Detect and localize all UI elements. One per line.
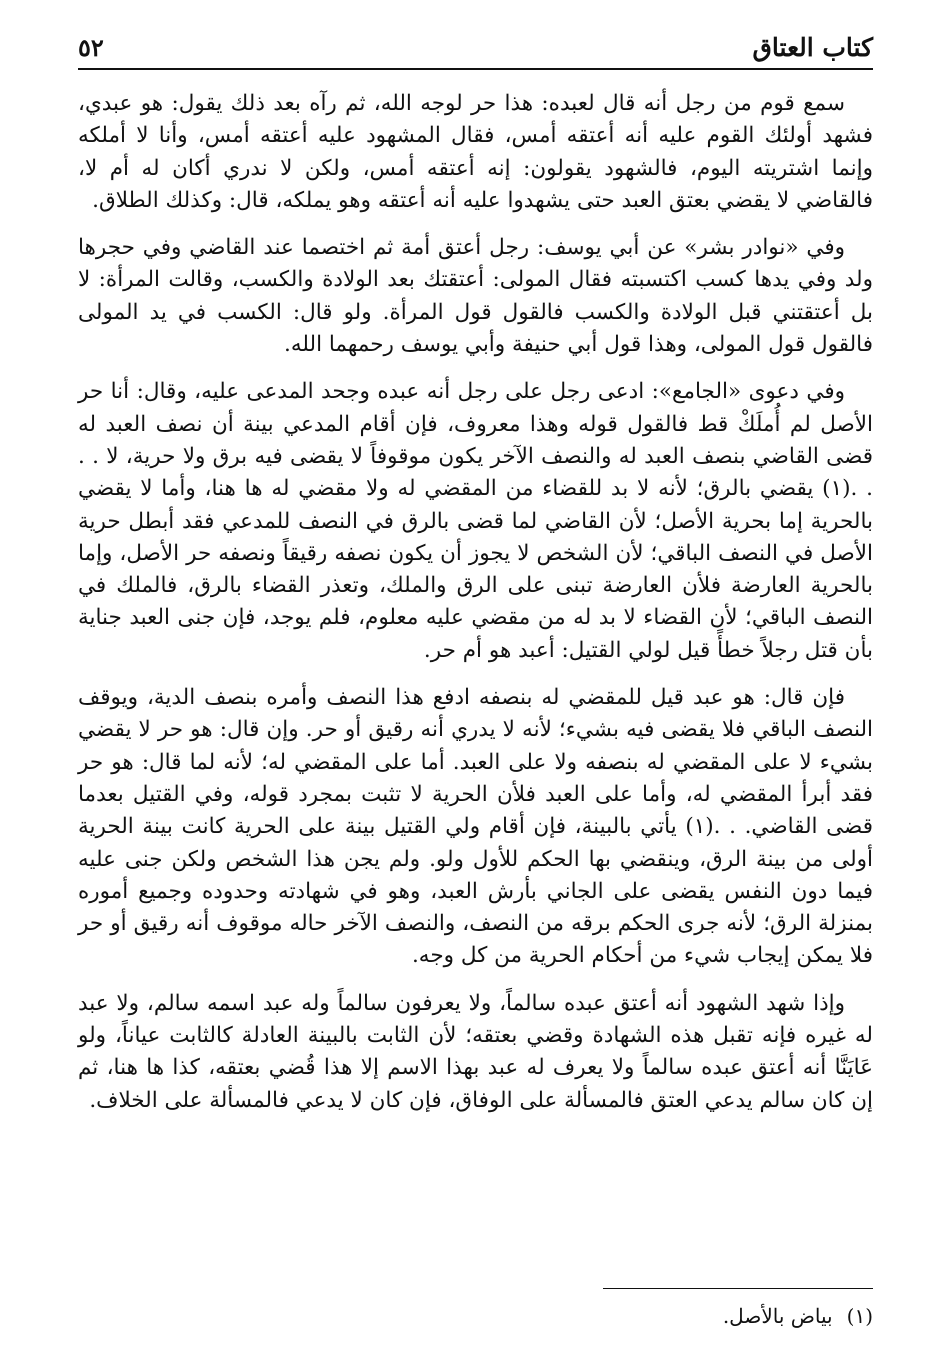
footnote: [78, 1302, 873, 1330]
footnote-text: بياض بالأصل.: [722, 1304, 833, 1328]
paragraph: سمع قوم من رجل أنه قال لعبده: هذا حر لوجه الله، ثم رآه بعد ذلك يقول: هو عبدي، فشهد أولئك القوم عليه أنه أعتقه أمس، فقال المشهود عليه أعتقه أمس، وأنا لا أملكه وإنما اشتريته اليوم، فالشهود يقولون: إنه أعتقه أمس، ولكن لا ندري أكان له أم لا، فالقاضي لا يقضي بعتق العبد حتى يشهدوا عليه أنه أعتقه وهو يملكه، قال: وكذلك الطلاق.: [78, 91, 873, 213]
running-header: [78, 22, 873, 70]
main-text: [78, 88, 873, 1132]
paragraph: فإن قال: هو عبد قيل للمقضي له بنصفه ادفع هذا النصف وأمره بنصف الدية، ويوقف النصف الباقي فلا يقضى فيه بشيء؛ لأنه لا يدري أنه رقيق أو حر. وإن قال: هو حر لا يقضي بشيء لا على المقضي له بنصفه ولا على العبد. أما على المقضي له؛ لأنه لما قال: هو حر فقد أبرأ المقضي له، وأما على العبد فلأن الحرية لا تثبت بمجرد قوله، وفي القتيل بعدما قضى القاضي. . .(١) يأتي بالبينة، فإن أقام ولي القتيل بينة على الحرية كانت بينة الحرية أولى من بينة الرق، وينقضي بها الحكم للأول ولو. ولم يجن هذا الشخص ولكن جنى عليه فيما دون النفس يقضى على الجاني بأرش العبد، وهو في شهادته وحدوده وجميع أموره بمنزلة الرق؛ لأنه جرى الحكم برقه من النصف، والنصف الآخر حاله موقوف أنه رقيق أو حر فلا يمكن إيجاب شيء من أحكام الحرية من كل وجه.: [78, 685, 873, 969]
page-number: ٥٢: [78, 33, 104, 62]
footnote-number: (١): [846, 1304, 873, 1328]
footnote-divider: [603, 1288, 873, 1289]
paragraph: وفي دعوى «الجامع»: ادعى رجل على رجل أنه عبده وجحد المدعى عليه، وقال: أنا حر الأصل لم أُملَكْ قط فالقول قوله وهذا معروف، فإن أقام المدعي بينة أن نصف العبد له قضى القاضي بنصف العبد له والنصف الآخر يكون موقوفاً لا يقضى فيه برق ولا حرية، لا . . . .(١) يقضي بالرق؛ لأنه لا بد للقضاء من المقضي له ولا مقضي له ها هنا، وأما لا يقضي بالحرية إما بحرية الأصل؛ لأن القاضي لما قضى بالرق في النصف للمدعي فقد أبطل حرية الأصل في النصف الباقي؛ لأن الشخص لا يجوز أن يكون نصفه رقيقاً ونصفه حر الأصل، وإما بالحرية العارضة فلأن العارضة تبنى على الرق والملك، وتعذر القضاء بالرق، فالملك في النصف الباقي؛ لأن القضاء لا بد له من مقضي عليه معلوم، فلم يوجد، فإن جنى العبد جناية بأن قتل رجلاً خطأً قيل لولي القتيل: أعبد هو أم حر.: [78, 379, 873, 663]
paragraph: وإذا شهد الشهود أنه أعتق عبده سالماً، ولا يعرفون سالماً وله عبد اسمه سالم، ولا عبد له غيره فإنه تقبل هذه الشهادة وقضي بعتقه؛ لأن الثابت بالبينة العادلة كالثابت عياناً، ولو عَايَنَّا أنه أعتق عبده سالماً ولا يعرف له عبد بهذا الاسم إلا هذا قُضي بعتقه، كذا ها هنا، ثم إن كان سالم يدعي العتق فالمسألة على الوفاق، فإن كان لا يدعي فالمسألة على الخلاف.: [78, 990, 873, 1113]
book-title: كتاب العتاق: [752, 33, 873, 62]
paragraph: وفي «نوادر بشر» عن أبي يوسف: رجل أعتق أمة ثم اختصما عند القاضي وفي حجرها ولد وفي يدها كسب اكتسبته فقال المولى: أعتقتك بعد الولادة والكسب، وقالت المرأة: لا بل أعتقتني قبل الولادة والكسب فالقول قول المرأة. ولو قال: الكسب في يد المولى فالقول قول المولى، وهذا قول أبي حنيفة وأبي يوسف رحمهما الله.: [78, 235, 873, 358]
